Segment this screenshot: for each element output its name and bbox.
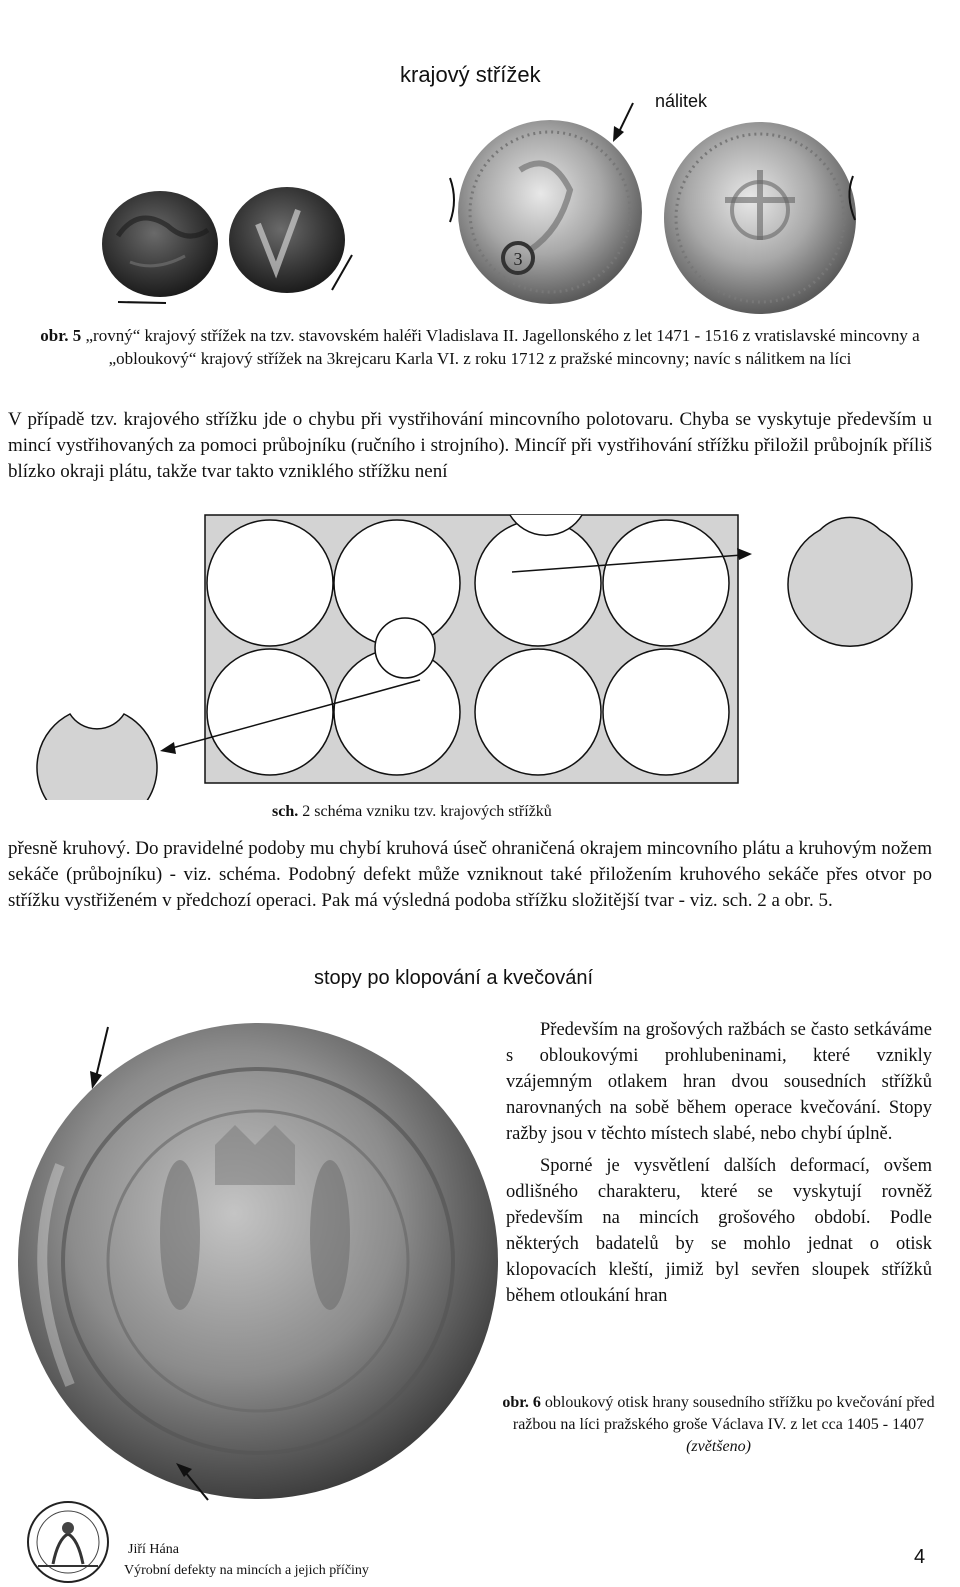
svg-text:3: 3 bbox=[513, 249, 523, 269]
figure5-heading: krajový střížek bbox=[400, 62, 541, 87]
section2-paragraph-a: Především na grošových ražbách se často setkáváme s obloukovými prohlubeninami, které vznikly vzájemným otlakem hran dvou sousedních střížků narovnaných na sobě během operace kvečování. Stopy ražby jsou v těchto místech slabé, nebo chybí úplně. bbox=[506, 1020, 932, 1144]
nalitek-arrow bbox=[618, 103, 633, 134]
section2-text bbox=[506, 1017, 932, 1309]
cut-marker-line-1 bbox=[118, 302, 166, 303]
footer-author: Jiří Hána bbox=[128, 1542, 179, 1557]
page-number: 4 bbox=[914, 1546, 926, 1568]
punch-hole bbox=[475, 520, 601, 646]
figure5-caption-text: „rovný“ krajový střížek na tzv. stavovském haléři Vladislava II. Jagellonského z let 1471 - 1516 z vratislavské mincovny a „obloukový“ krajový střížek na 3krejcaru Karla VI. z roku 1712 z pražské mincovny; navíc s nálitkem na líci bbox=[85, 326, 920, 368]
nalitek-label: nálitek bbox=[655, 91, 708, 111]
figure6-caption-text: obloukový otisk hrany sousedního střížku po kvečování před ražbou na líci pražského groše Václava IV. z let cca 1405 - 1407 bbox=[512, 1394, 935, 1433]
edge-clipped-blank bbox=[788, 517, 912, 646]
overlap-hole bbox=[375, 618, 435, 678]
scheme2-caption-number: sch. bbox=[272, 803, 299, 820]
scheme2-caption bbox=[272, 803, 552, 821]
footer-book-title: Výrobní defekty na mincích a jejich příčiny bbox=[124, 1563, 369, 1578]
punch-hole bbox=[475, 649, 601, 775]
paragraph-1: V případě tzv. krajového střížku jde o chybu při vystřihování mincovního polotovaru. Chyba se vyskytuje především u mincí vystřihovaných za pomoci průbojníku (ručního i strojního). Mincíř při vystřihování střížku přiložil průbojník příliš blízko okraji plátu, takže tvar takto vzniklého střížku není bbox=[8, 409, 932, 482]
section2-heading: stopy po klopování a kvečování bbox=[314, 967, 594, 989]
paragraph-2: přesně kruhový. Do pravidelné podoby mu chybí kruhová úseč ohraničená okrajem mincovního plátu a kruhovým nožem sekáče (průbojníku) - viz. schéma. Podobný defekt může vzniknout také přiložením kruhového sekáče přes otvor po střížku vystřiženém v předchozí operaci. Pak má výsledná podoba střížku složitější tvar - viz. sch. 2 a obr. 5. bbox=[8, 838, 932, 911]
punch-hole bbox=[207, 649, 333, 775]
obverse-bracket bbox=[450, 178, 454, 222]
punch-hole bbox=[603, 520, 729, 646]
figure5-coins bbox=[0, 0, 960, 320]
figure6-coin bbox=[0, 1015, 500, 1515]
figure6-caption bbox=[496, 1392, 941, 1458]
arrowhead bbox=[737, 548, 752, 560]
figure6-caption-note: (zvětšeno) bbox=[686, 1438, 751, 1455]
footer-seal-logo bbox=[18, 1494, 118, 1586]
nalitek-arrowhead bbox=[613, 126, 624, 142]
scheme2-diagram bbox=[0, 500, 960, 800]
figure5-caption bbox=[20, 324, 940, 370]
halir-coin-1 bbox=[102, 191, 218, 297]
section2-paragraph-b: Sporné je vysvětlení dalších deformací, ovšem odlišného charakteru, které se vyskytují rovněž především na mincích grošového období. Podle některých badatelů by se mohlo jednat o otisk klopovacích kleští, jimiž byl sevřen sloupek střížků během otloukání hran bbox=[506, 1156, 932, 1306]
arrowhead bbox=[160, 742, 176, 754]
punch-hole bbox=[603, 649, 729, 775]
punch-hole bbox=[207, 520, 333, 646]
scheme2-caption-text: 2 schéma vzniku tzv. krajových střížků bbox=[302, 803, 552, 820]
krejcar-coin-reverse bbox=[664, 122, 856, 314]
halir-coin-2 bbox=[229, 187, 345, 293]
krejcar-coin-obverse bbox=[458, 120, 642, 304]
figure6-caption-number: obr. 6 bbox=[502, 1394, 541, 1411]
complex-clipped-blank bbox=[37, 714, 157, 800]
figure6-arrow-top bbox=[96, 1027, 108, 1077]
figure5-caption-number: obr. 5 bbox=[40, 326, 82, 345]
